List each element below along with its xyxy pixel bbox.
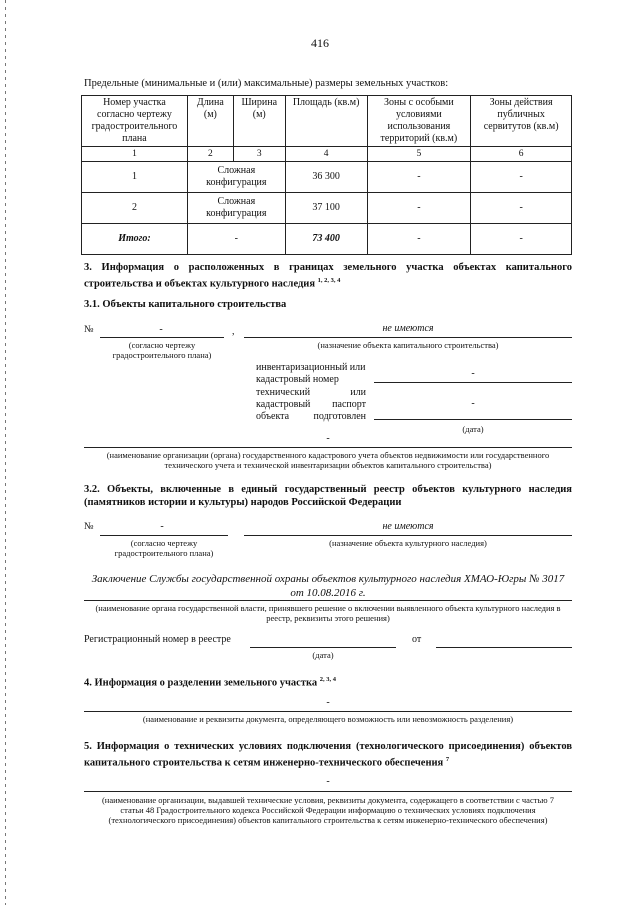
passport-date-caption: (дата) xyxy=(462,424,484,434)
passport-value: - xyxy=(471,398,475,409)
table-header-row xyxy=(82,96,572,147)
plot-number-value: - xyxy=(159,324,163,335)
heritage-conclusion-caption: (наименование органа государственной власти, принявшего решение о включении выявленного объекта культурного наследия в реестр, реквизиты этого решения) xyxy=(95,603,561,623)
section-5-refs: 7 xyxy=(445,756,450,763)
plot-sizes-table xyxy=(81,95,572,255)
inventory-number-label: инвентаризационный или кадастровый номер xyxy=(256,362,366,385)
object-purpose-caption: (назначение объекта капитального строительства) xyxy=(317,340,499,350)
section-3-title: 3. Информация о расположенных в границах земельного участка объектах капитального строительства и объектах культурного наследия xyxy=(84,262,572,290)
heritage-plot-caption: (согласно чертежу градостроительного плана) xyxy=(114,538,214,558)
column-number: 6 xyxy=(471,147,572,162)
page-edge xyxy=(5,0,6,905)
number-sign: № xyxy=(84,521,94,532)
section-3-1-title: 3.1. Объекты капитального строительства xyxy=(84,299,287,310)
heritage-purpose-line xyxy=(244,535,572,536)
section-3-heading xyxy=(84,261,572,291)
plot-zones: - xyxy=(367,193,471,224)
intro-text: Предельные (минимальные и (или) максимальные) размеры земельных участков: xyxy=(84,78,449,89)
heritage-purpose-caption: (назначение объекта культурного наследия) xyxy=(329,538,487,548)
section-4-heading xyxy=(84,673,336,690)
tech-conditions-value: - xyxy=(326,776,330,787)
plot-number-line xyxy=(100,337,224,338)
plot-shape: Сложная конфигурация xyxy=(187,193,285,224)
plot-number: 2 xyxy=(82,193,188,224)
plot-number-caption: (согласно чертежу градостроительного плана) xyxy=(112,340,212,360)
total-servitudes: - xyxy=(471,224,572,255)
section-3-refs: 1, 2, 3, 4 xyxy=(317,277,341,284)
division-line xyxy=(84,711,572,712)
column-number: 3 xyxy=(233,147,285,162)
table-row xyxy=(82,162,572,193)
heritage-plot-value: - xyxy=(160,521,164,532)
column-number-row xyxy=(82,147,572,162)
column-number: 2 xyxy=(187,147,233,162)
registry-number-line xyxy=(250,647,396,648)
plot-shape: Сложная конфигурация xyxy=(187,162,285,193)
inventory-number-line xyxy=(374,382,572,383)
heritage-conclusion: Заключение Службы государственной охраны объектов культурного наследия ХМАО-Югры № 3017 от 10.08.2016 г. xyxy=(91,573,565,599)
page-number: 416 xyxy=(311,36,329,50)
total-row xyxy=(82,224,572,255)
plot-number: 1 xyxy=(82,162,188,193)
section-5-title: 5. Информация о технических условиях подключения (технологического присоединения) объектов капитального строительства к сетям инженерно-технического обеспечения xyxy=(84,741,572,769)
header-cell: Длина (м) xyxy=(187,96,233,147)
section-5-heading xyxy=(84,740,572,770)
plot-servitudes: - xyxy=(471,162,572,193)
registry-date-caption: (дата) xyxy=(312,650,334,660)
total-dims: - xyxy=(187,224,285,255)
inventory-number-value: - xyxy=(471,368,475,379)
registration-org-line xyxy=(84,447,572,448)
heritage-plot-line xyxy=(100,535,228,536)
section-3-2-title: 3.2. Объекты, включенные в единый государственный реестр объектов культурного наследия (памятников истории и культуры) народов Российской Федерации xyxy=(84,484,572,508)
plot-area: 36 300 xyxy=(285,162,367,193)
registration-org-value: - xyxy=(326,433,330,444)
heritage-purpose-value: не имеются xyxy=(382,521,434,532)
number-sign: № xyxy=(84,324,94,335)
tech-conditions-caption: (наименование организации, выдавшей технические условия, реквизиты документа, содержащего в соответствии с частью 7 статьи 48 Градостроительного кодекса Российской Федерации информацию о технических условиях подключения (технологического присоединения) объектов капитального строительства к сетям инженерно-технического обеспечения) xyxy=(101,795,555,825)
registry-number-label: Регистрационный номер в реестре xyxy=(84,634,231,645)
total-area: 73 400 xyxy=(285,224,367,255)
object-purpose-line xyxy=(244,337,572,338)
tech-conditions-line xyxy=(84,791,572,792)
column-number: 1 xyxy=(82,147,188,162)
object-purpose-value: не имеются xyxy=(382,323,434,334)
section-4-title: 4. Информация о разделении земельного участка xyxy=(84,677,318,689)
comma: , xyxy=(232,326,235,337)
division-value: - xyxy=(326,697,330,708)
plot-area: 37 100 xyxy=(285,193,367,224)
header-cell: Номер участка согласно чертежу градостроительного плана xyxy=(82,96,188,147)
plot-zones: - xyxy=(367,162,471,193)
registration-org-caption: (наименование организации (органа) государственного кадастрового учета объектов недвижимости или государственного технического учета и технической инвентаризации объектов капитального строительства) xyxy=(106,450,550,470)
division-caption: (наименование и реквизиты документа, определяющего возможность или невозможность разделения) xyxy=(142,714,514,724)
passport-date-line xyxy=(374,419,572,420)
total-zones: - xyxy=(367,224,471,255)
registry-date-line xyxy=(436,647,572,648)
total-label: Итого: xyxy=(82,224,188,255)
column-number: 4 xyxy=(285,147,367,162)
header-cell: Зоны действия публичных сервитутов (кв.м) xyxy=(471,96,572,147)
passport-label: технический или кадастровый паспорт объекта подготовлен xyxy=(256,387,366,422)
header-cell: Площадь (кв.м) xyxy=(285,96,367,147)
header-cell: Ширина (м) xyxy=(233,96,285,147)
section-4-refs: 2, 3, 4 xyxy=(319,676,337,683)
registry-from-label: от xyxy=(412,634,422,645)
column-number: 5 xyxy=(367,147,471,162)
header-cell: Зоны с особыми условиями использования территорий (кв.м) xyxy=(367,96,471,147)
table-row xyxy=(82,193,572,224)
plot-servitudes: - xyxy=(471,193,572,224)
heritage-conclusion-line xyxy=(84,600,572,601)
